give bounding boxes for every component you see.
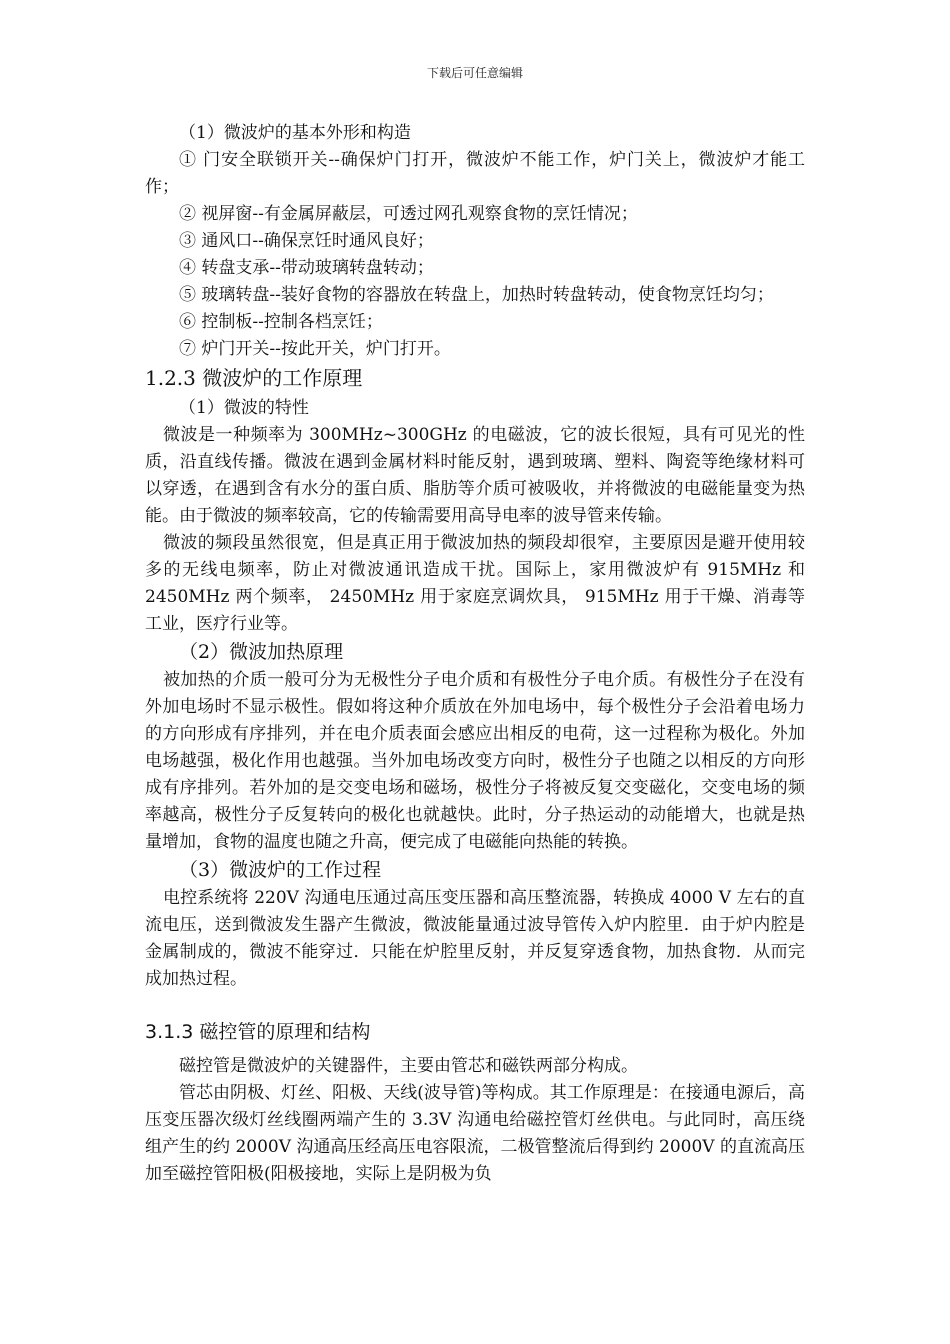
list-item: ⑦ 炉门开关--按此开关，炉门打开。: [179, 339, 451, 359]
body-paragraph: 被加热的介质一般可分为无极性分子电介质和有极性分子电介质。有极性分子在没有外加电场时不显示极性。假如将这种介质放在外加电场中，每个极性分子会沿着电场力的方向形成有序排列，并在电介质表面会感应出相反的电荷，这一过程称为极化。外加电场越强，极化作用也越强。当外加电场改变方向时，极性分子也随之以相反的方向形成有序排列。若外加的是交变电场和磁场，极性分子将被反复交变磁化，交变电场的频率越高，极性分子反复转向的极化也就越快。此时，分子热运动的动能增大，也就是热量增加，食物的温度也随之升高，便完成了电磁能向热能的转换。: [145, 670, 805, 852]
body-paragraph: 微波是一种频率为 300MHz~300GHz 的电磁波，它的波长很短，具有可见光的性质，沿直线传播。微波在遇到金属材料时能反射，遇到玻璃、塑料、陶瓷等绝缘材料可以穿透，在遇到含有水分的蛋白质、脂肪等介质可被吸收，并将微波的电磁能量变为热能。由于微波的频率较高，它的传输需要用高导电率的波导管来传输。: [145, 425, 805, 526]
list-item: ⑥ 控制板--控制各档烹饪；: [179, 312, 383, 332]
section-heading: 3.1.3 磁控管的原理和结构: [145, 1021, 371, 1043]
list-item: ④ 转盘支承--带动玻璃转盘转动；: [179, 258, 434, 278]
subheading: （2）微波加热原理: [179, 641, 344, 663]
page-header: 下载后可任意编辑: [426, 66, 523, 80]
body-paragraph: 电控系统将 220V 沟通电压通过高压变压器和高压整流器，转换成 4000 V 左右的直流电压，送到微波发生器产生微波，微波能量通过波导管传入炉内腔里．由于炉内腔是金属制成的，微波不能穿过．只能在炉腔里反射，并反复穿透食物，加热食物．从而完成加热过程。: [145, 888, 805, 989]
subheading: （1）微波的特性: [179, 398, 309, 418]
subheading: （3）微波炉的工作过程: [179, 859, 382, 881]
list-item: ③ 通风口--确保烹饪时通风良好；: [179, 231, 434, 251]
list-item: ① 门安全联锁开关--确保炉门打开，微波炉不能工作，炉门关上，微波炉才能工作；: [145, 150, 805, 197]
document-body: [145, 120, 805, 1188]
body-paragraph: 微波的频段虽然很宽，但是真正用于微波加热的频段却很窄，主要原因是避开使用较多的无线电频率，防止对微波通讯造成干扰。国际上，家用微波炉有 915MHz 和 2450MHz 两个频率， 2450MHz 用于家庭烹调炊具， 915MHz 用于干燥、消毒等工业，医疗行业等。: [145, 533, 805, 634]
body-paragraph: 管芯由阴极、灯丝、阳极、天线(波导管)等构成。其工作原理是：在接通电源后，高压变压器次级灯丝线圈两端产生的 3.3V 沟通电给磁控管灯丝供电。与此同时，高压绕组产生的约 2000V 沟通高压经高压电容限流，二极管整流后得到约 2000V 的直流高压加至磁控管阳极(阳极接地，实际上是阴极为负: [145, 1083, 805, 1184]
list-item: ② 视屏窗--有金属屏蔽层，可透过网孔观察食物的烹饪情况；: [179, 204, 638, 224]
body-paragraph: 磁控管是微波炉的关键器件，主要由管芯和磁铁两部分构成。: [179, 1056, 638, 1076]
subheading: （1）微波炉的基本外形和构造: [179, 123, 411, 143]
spacer: [145, 993, 805, 1017]
section-heading: 1.2.3 微波炉的工作原理: [145, 366, 363, 390]
list-item: ⑤ 玻璃转盘--装好食物的容器放在转盘上，加热时转盘转动，使食物烹饪均匀；: [179, 285, 774, 305]
